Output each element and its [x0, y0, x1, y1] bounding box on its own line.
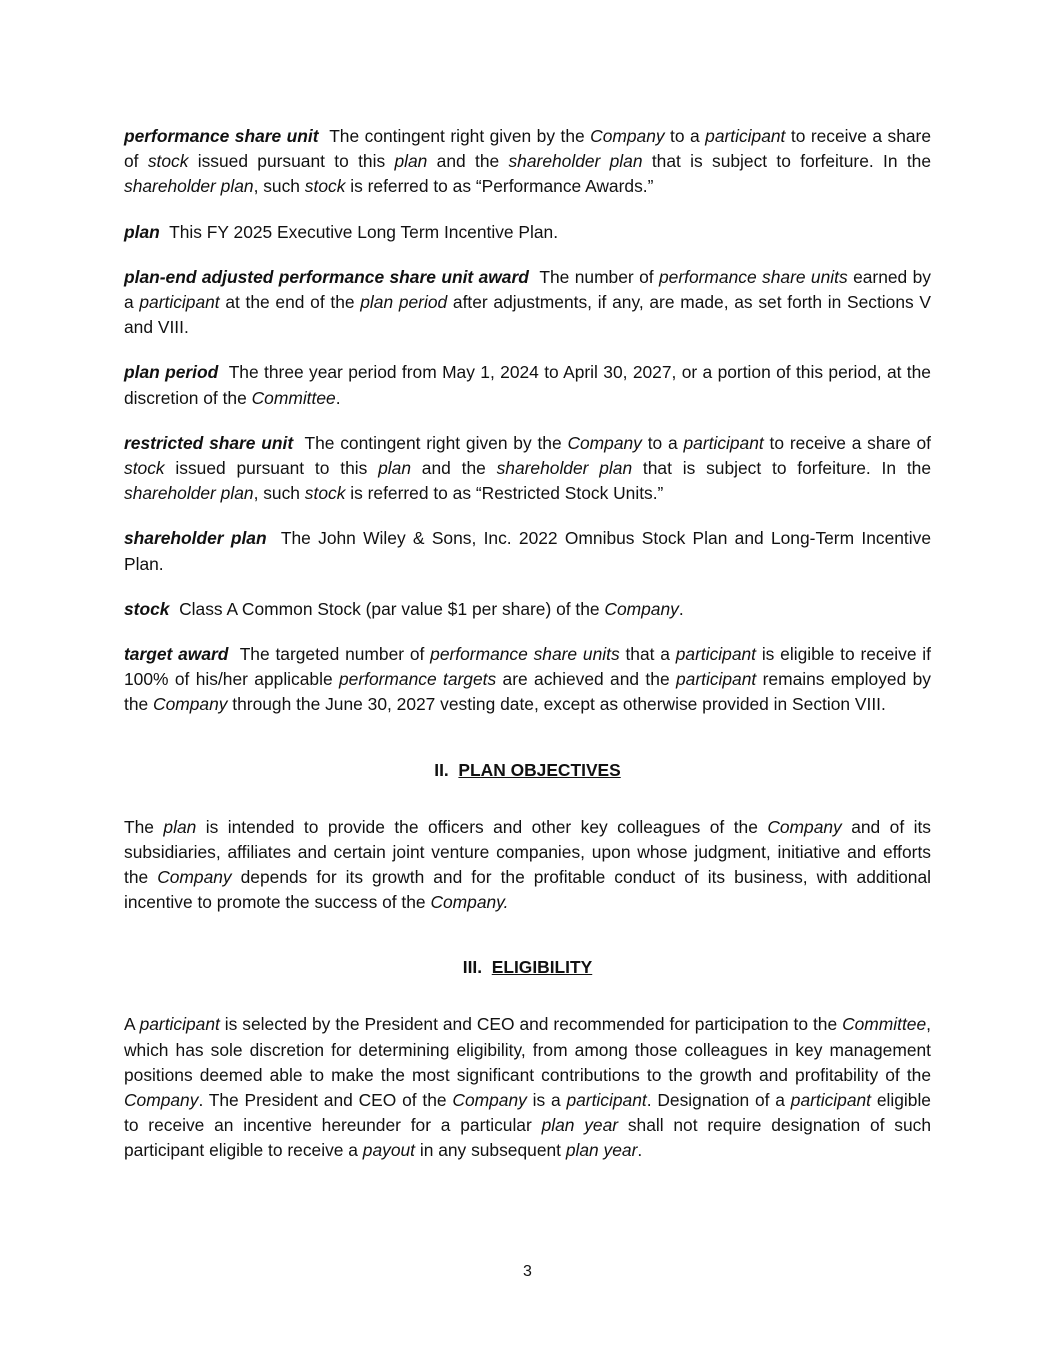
text-run: earned by a	[124, 266, 931, 313]
definition-entry	[124, 642, 931, 718]
definition-term: plan-end adjusted performance share unit award	[124, 266, 529, 287]
italic-term: participant	[139, 1014, 220, 1035]
italic-term: Committee	[251, 387, 336, 408]
text-run: after adjustments, if any, are made, as set forth in Sections V and VIII.	[124, 292, 931, 338]
text-run: The contingent right given by the	[329, 126, 591, 146]
text-run: , such	[253, 483, 305, 504]
definitions-list	[124, 124, 931, 718]
section-title: PLAN OBJECTIVES	[458, 759, 621, 780]
definition-entry	[124, 526, 931, 576]
text-run: to receive a share of	[763, 432, 931, 453]
text-run: in any subsequent	[415, 1140, 566, 1161]
text-run: . The President and CEO of the	[198, 1090, 453, 1111]
text-run: is a	[526, 1090, 567, 1111]
text-run: .	[678, 598, 684, 619]
italic-term: shareholder plan	[508, 151, 643, 172]
section-number: III.	[462, 957, 483, 978]
definition-entry	[124, 360, 931, 410]
italic-term: stock	[124, 458, 165, 479]
italic-term: Company	[452, 1090, 527, 1111]
definition-term: shareholder plan	[124, 528, 267, 549]
section-heading	[124, 758, 931, 783]
section-paragraph	[124, 815, 931, 916]
italic-term: Company	[604, 598, 679, 619]
definition-entry	[124, 597, 931, 622]
italic-term: plan	[378, 458, 411, 479]
text-run: and the	[411, 458, 497, 479]
text-run: , which has sole discretion for determining eligibility, from among those colleagues in key management positions deemed able to make the most significant contributions to the growth and profitability of the	[124, 1014, 931, 1085]
section-title: ELIGIBILITY	[491, 957, 593, 978]
text-run: to receive a share of	[124, 126, 931, 172]
italic-term: Company.	[430, 892, 509, 913]
definition-term: performance share unit	[124, 126, 319, 146]
italic-term: participant	[139, 292, 220, 313]
italic-term: plan year	[565, 1140, 638, 1161]
text-run: The number of	[539, 266, 659, 287]
italic-term: participant	[675, 644, 757, 665]
italic-term: performance targets	[339, 669, 497, 690]
text-run: and of its subsidiaries, affiliates and certain joint venture companies, upon whose judgment, initiative and efforts the	[124, 816, 931, 888]
text-run: at the end of the	[219, 292, 361, 313]
italic-term: participant	[705, 126, 786, 146]
text-run: is intended to provide the officers and other key colleagues of the	[196, 816, 768, 837]
text-run: issued pursuant to this	[188, 151, 395, 172]
definition-term: plan period	[124, 362, 219, 383]
text-run: .	[637, 1140, 643, 1161]
italic-term: shareholder plan	[124, 176, 254, 197]
text-run: that is subject to forfeiture. In the	[642, 151, 932, 172]
italic-term: stock	[304, 176, 346, 197]
italic-term: plan period	[360, 292, 448, 313]
definition-term: restricted share unit	[124, 432, 294, 453]
italic-term: stock	[304, 483, 346, 504]
italic-term: shareholder plan	[496, 458, 633, 479]
italic-term: Company	[153, 694, 228, 715]
text-run: The three year period from May 1, 2024 to April 30, 2027, or a portion of this period, at the discretion of the	[124, 362, 931, 408]
italic-term: plan	[163, 816, 197, 837]
italic-term: participant	[790, 1090, 872, 1111]
text-run: is referred to as “Performance Awards.”	[345, 176, 654, 197]
italic-term: payout	[362, 1140, 415, 1161]
italic-term: Committee	[842, 1014, 927, 1035]
text-run: This FY 2025 Executive Long Term Incentive Plan.	[169, 221, 559, 242]
definition-term: target award	[124, 644, 229, 665]
italic-term: plan	[394, 151, 428, 172]
italic-term: participant	[676, 669, 757, 690]
italic-term: Company	[767, 816, 842, 837]
italic-term: Company	[157, 867, 232, 888]
text-run: The John Wiley & Sons, Inc. 2022 Omnibus Stock Plan and Long-Term Incentive Plan.	[124, 528, 931, 574]
sections-container	[124, 758, 931, 1164]
text-run: that a	[619, 644, 676, 665]
definition-term: stock	[124, 598, 170, 619]
definition-entry	[124, 431, 931, 507]
section-paragraph	[124, 1012, 931, 1163]
text-run: to a	[664, 126, 706, 146]
text-run: and the	[427, 151, 509, 172]
italic-term: participant	[566, 1090, 647, 1111]
text-run: Class A Common Stock (par value $1 per share) of the	[179, 598, 605, 619]
italic-term: Company	[590, 126, 665, 146]
italic-term: stock	[147, 151, 189, 172]
text-run: eligible to receive an incentive hereunder for a particular	[124, 1090, 931, 1136]
page-number: 3	[523, 1263, 532, 1280]
text-run: is selected by the President and CEO and recommended for participation to the	[219, 1014, 843, 1035]
text-run: is referred to as “Restricted Stock Units.”	[345, 483, 664, 504]
section-heading	[124, 955, 931, 980]
text-run: that is subject to forfeiture. In the	[632, 458, 932, 479]
italic-term: shareholder plan	[124, 483, 254, 504]
text-run: , such	[253, 176, 305, 197]
italic-term: participant	[683, 432, 764, 453]
italic-term: performance share units	[659, 266, 848, 287]
text-run: A	[124, 1014, 140, 1035]
italic-term: performance share units	[430, 644, 620, 665]
text-run: shall not require designation of such participant eligible to receive a	[124, 1115, 932, 1161]
text-run: .	[335, 387, 341, 408]
italic-term: Company	[124, 1090, 199, 1111]
text-run: issued pursuant to this	[164, 458, 379, 479]
italic-term: plan year	[541, 1115, 619, 1136]
definition-entry	[124, 220, 931, 245]
text-run: . Designation of a	[646, 1090, 791, 1111]
text-run: to a	[641, 432, 684, 453]
definition-term: plan	[124, 221, 160, 242]
section-number: II.	[434, 759, 449, 780]
text-run: through the June 30, 2027 vesting date, except as otherwise provided in Section VIII.	[227, 694, 886, 715]
document-page	[124, 124, 931, 1164]
definition-entry	[124, 124, 931, 200]
text-run: are achieved and the	[496, 669, 676, 690]
text-run: is eligible to receive if 100% of his/her applicable	[124, 644, 932, 690]
text-run: The targeted number of	[239, 644, 431, 665]
text-run: remains employed by the	[124, 669, 931, 715]
text-run: The	[124, 816, 164, 837]
text-run: depends for its growth and for the profitable conduct of its business, with additional incentive to promote the success of the	[124, 867, 931, 913]
italic-term: Company	[567, 432, 642, 453]
text-run: The contingent right given by the	[304, 432, 568, 453]
definition-entry	[124, 265, 931, 341]
